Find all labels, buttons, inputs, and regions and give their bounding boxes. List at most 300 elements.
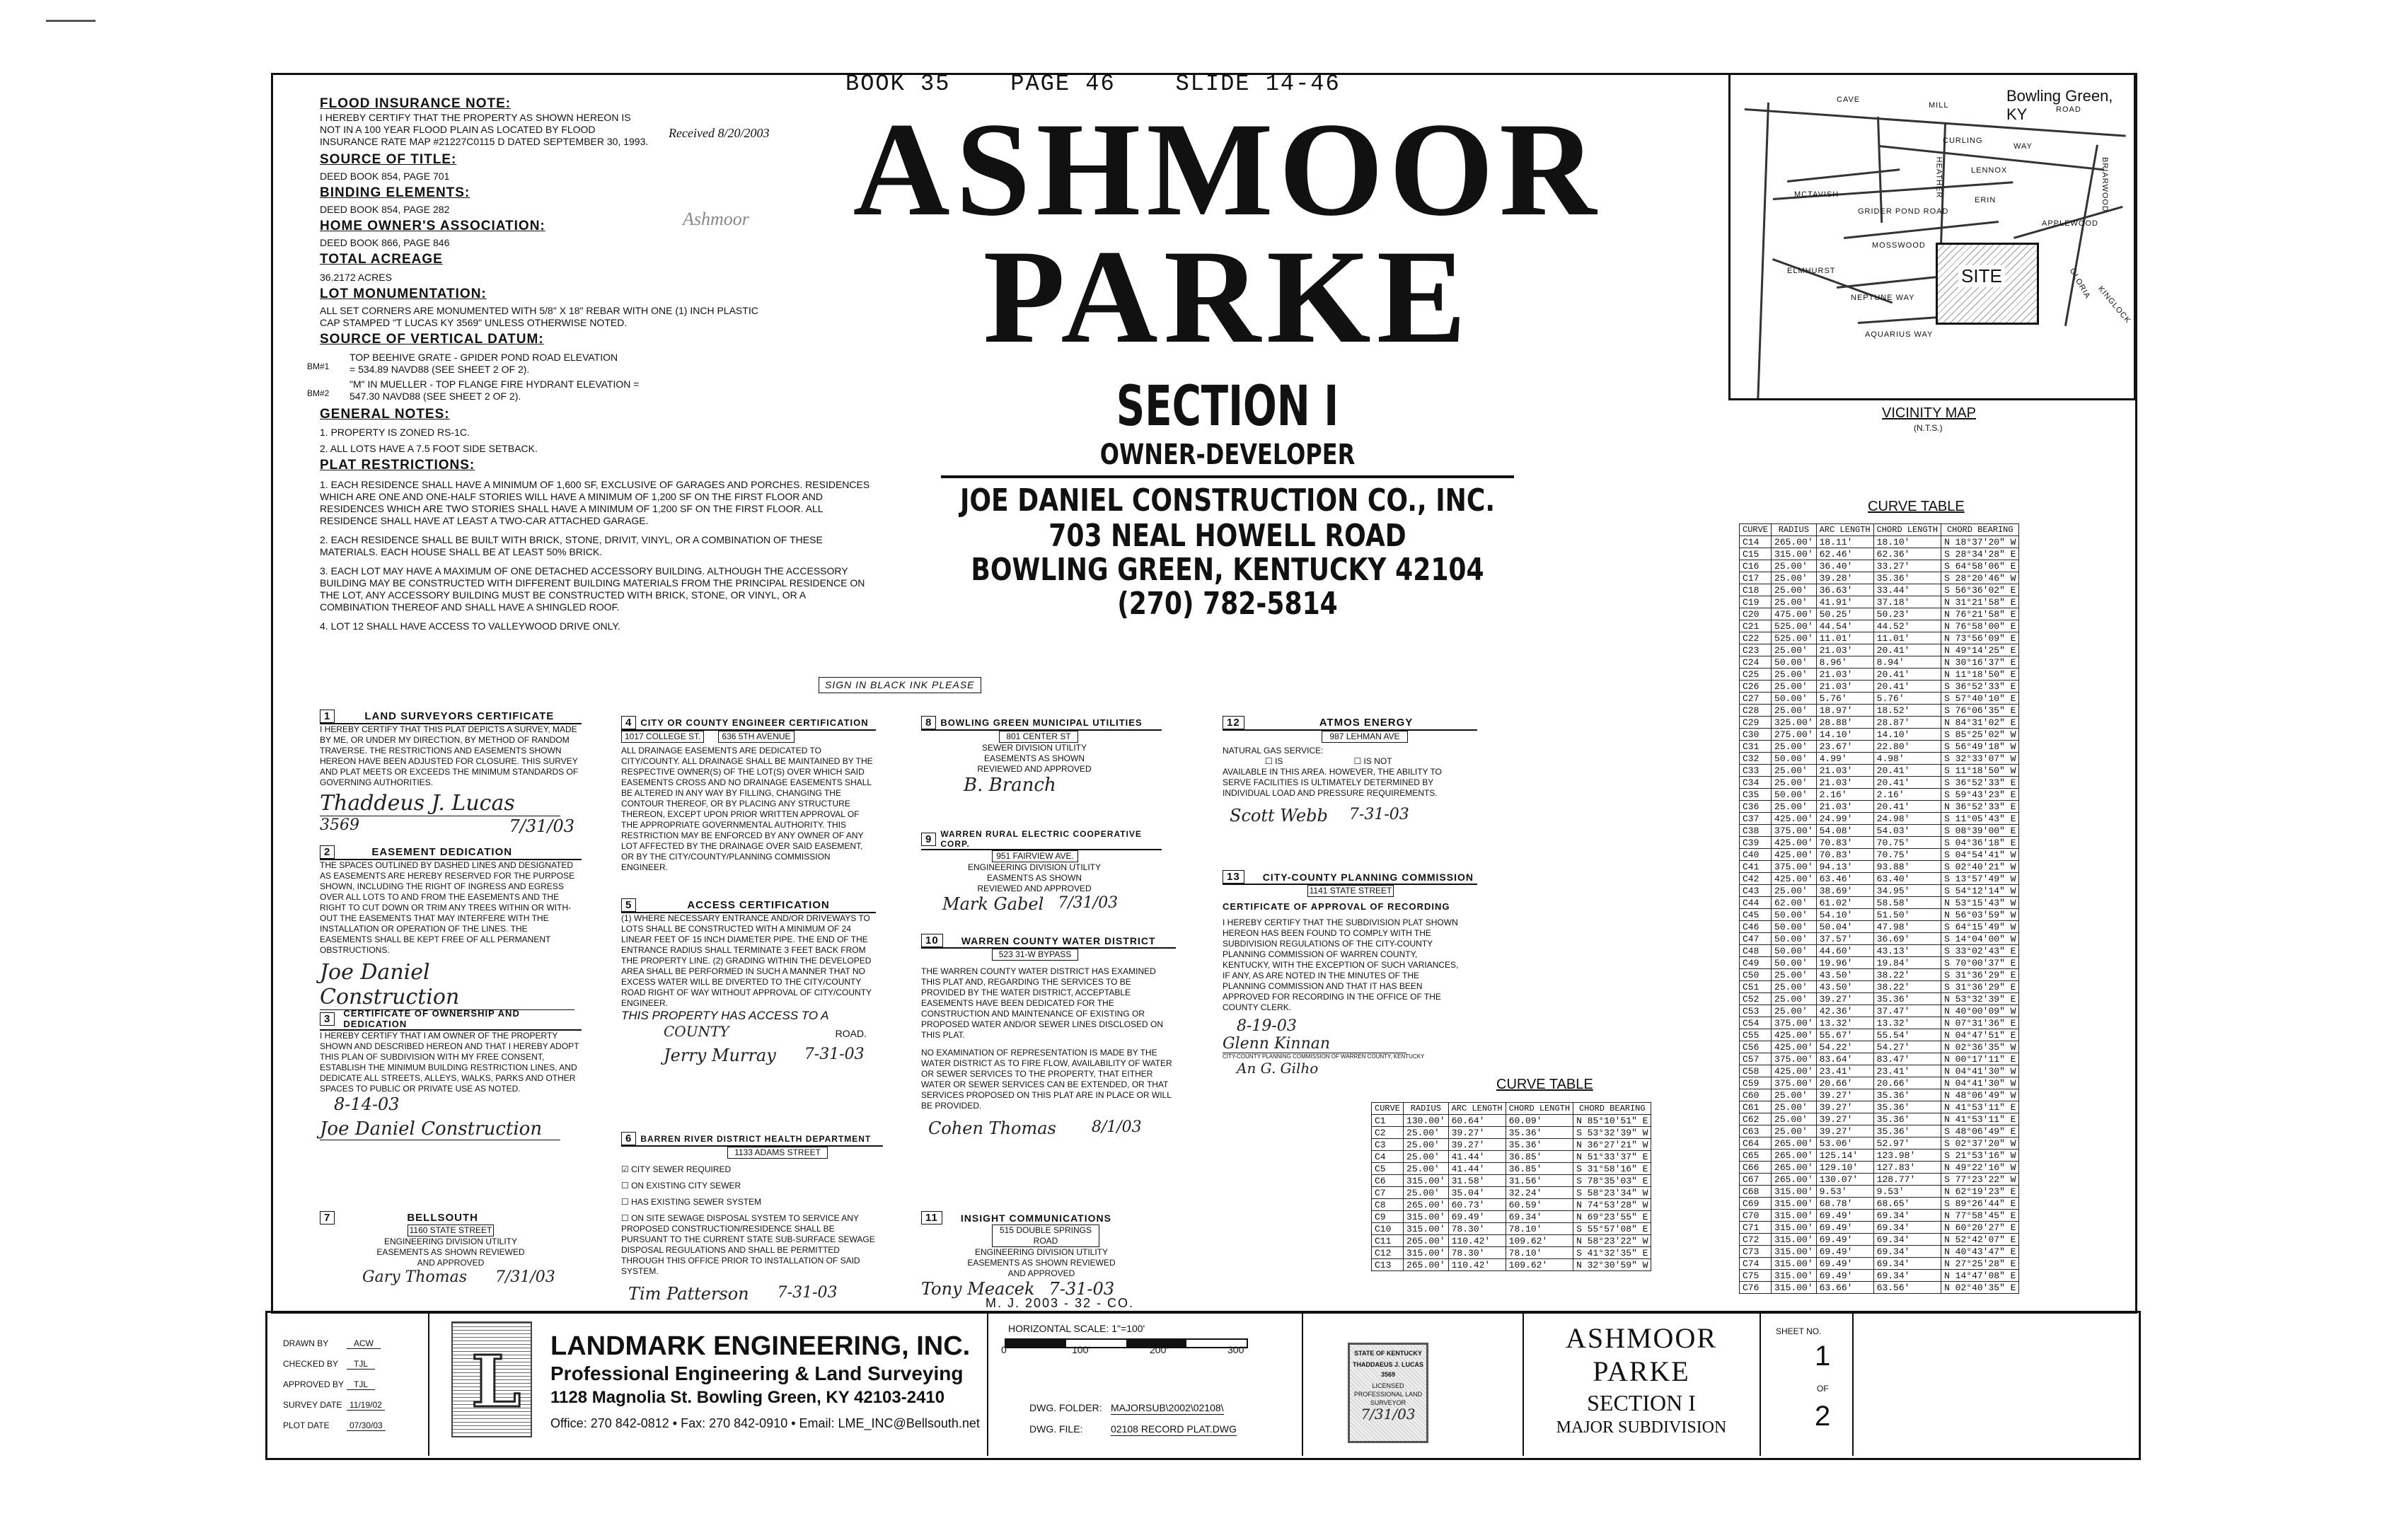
curve-table-left-row: [1372, 1127, 1651, 1139]
curve-table-right-cell: C73: [1740, 1246, 1772, 1258]
curve-table-right-cell: 25.00': [1772, 885, 1817, 897]
curve-table-right-cell: 69.34': [1873, 1270, 1941, 1282]
curve-table-right-cell: 22.80': [1873, 741, 1941, 753]
curve-table-right-cell: S 56°36'02" E: [1941, 584, 2019, 596]
cert-11-signature[interactable]: Tony Meacek: [921, 1279, 1035, 1299]
curve-table-right-cell: 38.22': [1873, 981, 1941, 993]
monument-text: ALL SET CORNERS ARE MONUMENTED WITH 5/8" X 18" REBAR WITH ONE (1) INCH PLASTIC CAP STAMPED "T LUCAS KY 3569" UNLESS OTHERWISE NOTED.: [320, 305, 758, 328]
curve-table-right-cell: C39: [1740, 837, 1772, 849]
curve-table-right-cell: C17: [1740, 572, 1772, 584]
curve-table-right-cell: 44.60': [1816, 945, 1873, 957]
cert-11-title: INSIGHT COMMUNICATIONS: [960, 1212, 1111, 1224]
curve-table-left-cell: 60.59': [1506, 1199, 1573, 1211]
curve-table-right-cell: 265.00': [1772, 1137, 1817, 1150]
cert-10-signature[interactable]: Cohen Thomas: [928, 1118, 1056, 1138]
curve-table-left-cell: 130.00': [1404, 1115, 1449, 1127]
curve-table-right-row: [1740, 837, 2019, 849]
curve-table-right-cell: 315.00': [1772, 1270, 1817, 1282]
cert-atmos: [1223, 716, 1477, 826]
curve-table-left-cell: 25.00': [1404, 1163, 1449, 1175]
cert-6-option-2-label: ON EXISTING CITY SEWER: [631, 1181, 741, 1191]
curve-table-right-cell: 25.00': [1772, 1125, 1817, 1137]
cert-12-title: ATMOS ENERGY: [1319, 717, 1414, 729]
curve-table-left-cell: 39.27': [1448, 1127, 1506, 1139]
cert-9-address: 951 FAIRVIEW AVE.: [992, 850, 1078, 862]
curve-table-right-cell: C76: [1740, 1282, 1772, 1294]
cert-7-number: 7: [320, 1211, 335, 1225]
sheet-total: 2: [1815, 1401, 1831, 1432]
curve-table-left-cell: 36.85': [1506, 1163, 1573, 1175]
curve-table-left-cell: S 55°57'08" E: [1573, 1223, 1651, 1235]
curve-table-right-cell: N 62°19'23" E: [1941, 1186, 2019, 1198]
cert-easement-dedication: [320, 845, 582, 1010]
cert-8-signature[interactable]: B. Branch: [964, 775, 1056, 796]
cert-6-signature[interactable]: Tim Patterson: [628, 1284, 749, 1304]
curve-table-right-cell: 25.00': [1772, 644, 1817, 656]
curve-table-right-cell: 42.36': [1816, 1005, 1873, 1017]
curve-table-right-cell: 68.65': [1873, 1198, 1941, 1210]
curve-table-right-cell: 44.54': [1816, 620, 1873, 632]
cert-12-date: 7-31-03: [1348, 806, 1409, 823]
cert-5-signature[interactable]: Jerry Murray: [664, 1046, 776, 1065]
curve-table-right-cell: 425.00': [1772, 873, 1817, 885]
cert-6-option-1: [621, 1164, 883, 1175]
cert-5-title: ACCESS CERTIFICATION: [687, 899, 830, 911]
general-note-1: 1. PROPERTY IS ZONED RS-1C.: [320, 427, 470, 438]
cert-city-engineer: [621, 716, 876, 873]
cert-6-title: BARREN RIVER DISTRICT HEALTH DEPARTMENT: [640, 1133, 872, 1144]
cert-12-service: NATURAL GAS SERVICE:: [1223, 746, 1324, 755]
curve-table-right-cell: S 64°15'49" W: [1941, 921, 2019, 933]
curve-table-right-cell: 315.00': [1772, 1234, 1817, 1246]
curve-table-right-cell: 425.00': [1772, 837, 1817, 849]
curve-table-right-row: [1740, 1246, 2019, 1258]
curve-table-right-cell: S 54°12'14" W: [1941, 885, 2019, 897]
company-name: LANDMARK ENGINEERING, INC.: [550, 1331, 971, 1361]
cert-13-address: 1141 STATE STREET: [1307, 885, 1394, 897]
received-stamp: Received 8/20/2003: [669, 126, 770, 140]
curve-table-right-cell: 50.00': [1772, 945, 1817, 957]
curve-table-right-cell: S 85°25'02" W: [1941, 729, 2019, 741]
curve-table-right-cell: 34.95': [1873, 885, 1941, 897]
curve-table-right-cell: 315.00': [1772, 1186, 1817, 1198]
curve-table-right-row: [1740, 717, 2019, 729]
cert-bellsouth: [320, 1211, 582, 1286]
curve-table-right-cell: 70.83': [1816, 837, 1873, 849]
bm2-label: BM#2: [307, 388, 330, 398]
checked-by-value: TJL: [347, 1359, 375, 1370]
curve-table-right-cell: N 77°58'45" E: [1941, 1210, 2019, 1222]
curve-table-right-row: [1740, 1089, 2019, 1101]
curve-table-left-cell: 35.04': [1448, 1187, 1506, 1199]
curve-table-right-cell: 9.53': [1816, 1186, 1873, 1198]
cert-13-signature-2[interactable]: An G. Gilho: [1237, 1060, 1319, 1077]
curve-table-right-cell: 50.00': [1772, 957, 1817, 969]
curve-table-right-cell: 63.46': [1816, 873, 1873, 885]
curve-table-right-cell: 39.27': [1816, 1101, 1873, 1113]
curve-table-right-row: [1740, 1113, 2019, 1125]
road-mcTavish: [1787, 168, 1900, 183]
curve-table-right-cell: 39.27': [1816, 993, 1873, 1005]
curve-table-right-cell: 21.03': [1816, 644, 1873, 656]
curve-table-left-cell: 60.64': [1448, 1115, 1506, 1127]
cert-5-text: (1) WHERE NECESSARY ENTRANCE AND/OR DRIVEWAYS TO LOTS SHALL BE CONSTRUCTED WITH A MINIMUM OF 24 LINEAR FEET OF 15 INCH DIAMETER PIPE. THE END OF THE ENTRANCE RADIUS SHALL TERMINATE 3 FEET BACK FROM THE PROPERTY LINE. (2) GRADING WITHIN THE DEVELOPED AREA SHALL BE PERFORMED IN SUCH A MANNER THAT NO EXCESS WATER WILL BE DIVERTED TO THE CITY/COUNTY ROAD RIGHT OF WAY WITHOUT APPROVAL OF CITY/COUNTY ENGINEER.: [621, 913, 872, 1008]
cert-2-title: EASEMENT DEDICATION: [371, 846, 513, 858]
road-vertical-left: [1757, 103, 1769, 400]
curve-table-right-cell: 62.00': [1772, 897, 1817, 909]
curve-table-right-cell: S 28°20'46" W: [1941, 572, 2019, 584]
curve-table-left-row: [1372, 1223, 1651, 1235]
curve-table-right-row: [1740, 536, 2019, 548]
cert-6-option-2: [621, 1181, 883, 1191]
curve-table-right-row: [1740, 789, 2019, 801]
curve-table-right-cell: N 14°47'08" E: [1941, 1270, 2019, 1282]
curve-table-left-row: [1372, 1187, 1651, 1199]
curve-table-right-cell: 20.66': [1816, 1077, 1873, 1089]
road-label-mill: MILL: [1929, 101, 1949, 110]
cert-8-number: 8: [921, 716, 936, 729]
cert-13-title: CITY-COUNTY PLANNING COMMISSION: [1262, 871, 1474, 883]
cert-land-surveyor: [320, 710, 582, 836]
curve-table-right-cell: C74: [1740, 1258, 1772, 1270]
company-address: 1128 Magnolia St. Bowling Green, KY 42103-2410: [550, 1388, 945, 1407]
curve-table-right-cell: S 02°40'21" W: [1941, 861, 2019, 873]
curve-table-right-cell: N 41°53'11" E: [1941, 1113, 2019, 1125]
curve-table-right-cell: C21: [1740, 620, 1772, 632]
project-name-1: ASHMOOR: [1565, 1322, 1718, 1354]
curve-table-right-cell: 315.00': [1772, 1282, 1817, 1294]
cert-10-date: 8/1/03: [1091, 1118, 1142, 1136]
surveyor-seal: [1348, 1343, 1428, 1443]
curve-table-right-cell: C38: [1740, 825, 1772, 837]
stray-mark: [46, 20, 96, 22]
curve-table-left: [1371, 1102, 1651, 1271]
binding-text: DEED BOOK 854, PAGE 282: [320, 204, 450, 215]
cert-12-isnot-label: IS NOT: [1363, 756, 1392, 766]
tb-divider-2: [987, 1312, 988, 1456]
curve-table-right-cell: 23.41': [1873, 1065, 1941, 1077]
curve-table-right-row: [1740, 1186, 2019, 1198]
cert-8-address: 801 CENTER ST: [999, 731, 1078, 743]
curve-table-right-cell: 63.40': [1873, 873, 1941, 885]
curve-table-right-cell: 265.00': [1772, 1174, 1817, 1186]
curve-table-right-cell: 47.98': [1873, 921, 1941, 933]
cert-bgmu: [921, 716, 1162, 796]
curve-table-right-cell: 50.00': [1772, 753, 1817, 765]
curve-table-right-cell: 69.34': [1873, 1234, 1941, 1246]
curve-table-right-row: [1740, 957, 2019, 969]
curve-table-right-row: [1740, 849, 2019, 861]
curve-table-right-cell: C59: [1740, 1077, 1772, 1089]
curve-table-right-cell: 19.84': [1873, 957, 1941, 969]
curve-table-right-cell: 55.67': [1816, 1029, 1873, 1041]
curve-table-right-cell: 14.10': [1873, 729, 1941, 741]
curve-table-right-cell: N 04°47'51" E: [1941, 1029, 2019, 1041]
cert-7-address: 1160 STATE STREET: [408, 1225, 494, 1237]
curve-table-right-row: [1740, 741, 2019, 753]
curve-table-right-cell: C46: [1740, 921, 1772, 933]
curve-table-right-cell: 425.00': [1772, 1065, 1817, 1077]
curve-table-left-cell: 315.00': [1404, 1211, 1449, 1223]
curve-table-right-cell: S 11°05'43" E: [1941, 813, 2019, 825]
cert-1-date: 7/31/03: [509, 816, 574, 836]
curve-table-right-cell: C27: [1740, 693, 1772, 705]
curve-table-left-cell: 25.00': [1404, 1139, 1449, 1151]
curve-table-left-header-cell: CHORD LENGTH: [1506, 1103, 1573, 1115]
curve-table-right-row: [1740, 1174, 2019, 1186]
curve-table-left-cell: C4: [1372, 1151, 1404, 1163]
cert-1-signature[interactable]: Thaddeus J. Lucas: [320, 791, 560, 816]
cert-4-address-1: 1017 COLLEGE ST.: [621, 731, 704, 743]
curve-table-right-cell: 13.32': [1873, 1017, 1941, 1029]
curve-table-right-cell: 50.00': [1772, 789, 1817, 801]
curve-table-right-row: [1740, 1234, 2019, 1246]
curve-table-right-cell: S 59°43'23" E: [1941, 789, 2019, 801]
curve-table-right-cell: 25.00': [1772, 765, 1817, 777]
cert-water-district: [921, 934, 1176, 1138]
curve-table-right-cell: 4.98': [1873, 753, 1941, 765]
cert-12-option-is[interactable]: [1265, 756, 1283, 767]
cert-13-signature[interactable]: Glenn Kinnan: [1223, 1035, 1406, 1053]
cert-6-checkbox-4[interactable]: ☐: [621, 1213, 632, 1223]
cert-7-signature[interactable]: Gary Thomas: [362, 1268, 467, 1286]
cert-6-checkbox-2[interactable]: ☐: [621, 1181, 632, 1191]
curve-table-right-cell: 375.00': [1772, 1053, 1817, 1065]
cert-6-checkbox-1[interactable]: ☑: [621, 1164, 632, 1174]
curve-table-right-cell: 5.76': [1873, 693, 1941, 705]
curve-table-right-cell: C45: [1740, 909, 1772, 921]
road-label-elmhurst: ELMHURST: [1787, 267, 1836, 275]
owner-divider: [941, 475, 1514, 478]
curve-table-right-cell: 33.27': [1873, 560, 1941, 572]
survey-date-value: 11/19/02: [347, 1400, 385, 1411]
cert-12-signature[interactable]: Scott Webb: [1230, 806, 1328, 826]
cert-6-option-4: [621, 1213, 883, 1277]
tb-divider-5: [1760, 1312, 1761, 1456]
curve-table-left-title: CURVE TABLE: [1496, 1077, 1593, 1092]
cert-6-option-3-label: HAS EXISTING SEWER SYSTEM: [631, 1197, 762, 1207]
general-note-2: 2. ALL LOTS HAVE A 7.5 FOOT SIDE SETBACK.: [320, 443, 538, 454]
curve-table-right-cell: S 33°02'43" E: [1941, 945, 2019, 957]
curve-table-right-cell: S 28°34'28" E: [1941, 548, 2019, 560]
curve-table-right-cell: C33: [1740, 765, 1772, 777]
curve-table-right-cell: 425.00': [1772, 1041, 1817, 1053]
curve-table-left-cell: S 58°23'34" W: [1573, 1187, 1651, 1199]
curve-table-right-row: [1740, 584, 2019, 596]
curve-table-right-cell: S 08°39'00" E: [1941, 825, 2019, 837]
curve-table-left-cell: 39.27': [1448, 1139, 1506, 1151]
curve-table-right-cell: 19.96': [1816, 957, 1873, 969]
curve-table-right-cell: C30: [1740, 729, 1772, 741]
curve-table-right-cell: C71: [1740, 1222, 1772, 1234]
curve-table-right-cell: 25.00': [1772, 1101, 1817, 1113]
sign-in-black-ink: SIGN IN BLACK INK PLEASE: [819, 677, 981, 693]
curve-table-left-row: [1372, 1199, 1651, 1211]
curve-table-right-cell: 325.00': [1772, 717, 1817, 729]
seal-number: 3569: [1380, 1371, 1396, 1378]
curve-table-right-cell: C49: [1740, 957, 1772, 969]
cert-3-signature[interactable]: Joe Daniel Construction: [320, 1118, 560, 1140]
curve-table-right-cell: C72: [1740, 1234, 1772, 1246]
curve-table-right-row: [1740, 861, 2019, 873]
curve-table-right-cell: S 02°37'20" W: [1941, 1137, 2019, 1150]
curve-table-left-header: [1372, 1103, 1651, 1115]
curve-table-right-row: [1740, 777, 2019, 789]
curve-table-right-row: [1740, 1210, 2019, 1222]
dwg-folder: MAJORSUB\2002\02108\: [1111, 1402, 1224, 1413]
curve-table-right-cell: 315.00': [1772, 1246, 1817, 1258]
curve-table-right-cell: S 21°53'16" W: [1941, 1150, 2019, 1162]
cert-9-number: 9: [921, 833, 936, 846]
curve-table-right-cell: 9.53': [1873, 1186, 1941, 1198]
scale-bar: [1005, 1338, 1248, 1348]
curve-table-right-cell: 425.00': [1772, 1029, 1817, 1041]
curve-table-right: [1739, 523, 2019, 1294]
curve-table-right-cell: 315.00': [1772, 1210, 1817, 1222]
scale-tick-100: 100': [1072, 1344, 1091, 1355]
curve-table-left-cell: C13: [1372, 1259, 1404, 1271]
curve-table-right-cell: 23.67': [1816, 741, 1873, 753]
owner-address-2: BOWLING GREEN, KENTUCKY 42104: [971, 552, 1484, 588]
curve-table-right-row: [1740, 897, 2019, 909]
curve-table-right-header-cell: ARC LENGTH: [1816, 524, 1873, 536]
curve-table-right-cell: C58: [1740, 1065, 1772, 1077]
curve-table-left-cell: 265.00': [1404, 1199, 1449, 1211]
cert-9-signature[interactable]: Mark Gabel: [942, 894, 1044, 914]
curve-table-right-cell: 69.49': [1816, 1210, 1873, 1222]
curve-table-right-cell: 23.41': [1816, 1065, 1873, 1077]
curve-table-right-cell: S 48°06'49" E: [1941, 1125, 2019, 1137]
curve-table-right-cell: 63.56': [1873, 1282, 1941, 1294]
curve-table-right-cell: 475.00': [1772, 608, 1817, 620]
scale-tick-0: 0: [1001, 1344, 1007, 1355]
curve-table-right-cell: 4.99': [1816, 753, 1873, 765]
curve-table-left-cell: C1: [1372, 1115, 1404, 1127]
curve-table-right-cell: 375.00': [1772, 1017, 1817, 1029]
curve-table-left-cell: C10: [1372, 1223, 1404, 1235]
cert-6-checkbox-3[interactable]: ☐: [621, 1197, 632, 1207]
curve-table-left-cell: 60.73': [1448, 1199, 1506, 1211]
tb-divider-6: [1852, 1312, 1854, 1456]
curve-table-right-cell: N 40°00'09" W: [1941, 1005, 2019, 1017]
book-page-slide: BOOK 35 PAGE 46 SLIDE 14-46: [845, 71, 1341, 97]
curve-table-left-cell: 78.30': [1448, 1223, 1506, 1235]
cert-3-number: 3: [320, 1012, 335, 1026]
curve-table-right-cell: 69.34': [1873, 1246, 1941, 1258]
curve-table-right-cell: N 07°31'36" E: [1941, 1017, 2019, 1029]
vertical-datum-title: SOURCE OF VERTICAL DATUM:: [320, 332, 544, 347]
cert-5-county[interactable]: COUNTY: [664, 1023, 729, 1040]
cert-6-address: 1133 ADAMS STREET: [727, 1147, 828, 1159]
curve-table-right-cell: 375.00': [1772, 1077, 1817, 1089]
curve-table-left-cell: 31.58': [1448, 1175, 1506, 1187]
curve-table-right-row: [1740, 608, 2019, 620]
curve-table-right-cell: C51: [1740, 981, 1772, 993]
curve-table-right-cell: S 32°33'07" W: [1941, 753, 2019, 765]
curve-table-right-cell: 125.14': [1816, 1150, 1873, 1162]
drawn-by-value: ACW: [347, 1338, 381, 1349]
curve-table-right-cell: 24.98': [1873, 813, 1941, 825]
road-label-mosswood: MOSSWOOD: [1872, 241, 1926, 250]
curve-table-right-cell: 50.23': [1873, 608, 1941, 620]
curve-table-right-cell: 18.97': [1816, 705, 1873, 717]
curve-table-right-cell: 54.10': [1816, 909, 1873, 921]
curve-table-left-header-cell: ARC LENGTH: [1448, 1103, 1506, 1115]
curve-table-right-header-cell: CHORD LENGTH: [1873, 524, 1941, 536]
curve-table-right-cell: 83.47': [1873, 1053, 1941, 1065]
curve-table-right-cell: S 36°52'33" E: [1941, 681, 2019, 693]
curve-table-left-cell: 25.00': [1404, 1187, 1449, 1199]
cert-2-signature[interactable]: Joe Daniel Construction: [320, 960, 574, 1010]
curve-table-right-cell: N 27°25'28" E: [1941, 1258, 2019, 1270]
curve-table-right-cell: 18.52': [1873, 705, 1941, 717]
cert-8-title: BOWLING GREEN MUNICIPAL UTILITIES: [940, 717, 1143, 728]
cert-3-title: CERTIFICATE OF OWNERSHIP AND DEDICATION: [343, 1008, 520, 1029]
curve-table-right-cell: 21.03': [1816, 801, 1873, 813]
curve-table-left-row: [1372, 1175, 1651, 1187]
cert-4-text: ALL DRAINAGE EASEMENTS ARE DEDICATED TO CITY/COUNTY. ALL DRAINAGE SHALL BE MAINTAINED BY THE RESPECTIVE OWNER(S) OF THE LOT(S) OVER WHICH SAID EASEMENTS CROSS AND NO DRAINAGE EASEMENTS SHALL BE ALTERED IN ANY WAY BY FILLING, CHANGING THE CONTOUR THEREOF, OR BY PLACING ANY STRUCTURE THEREON, EXCEPT UPON PRIOR WRITTEN APPROVAL OF THE APPROPRIATE GOVERNMENTAL AUTHORITY. THIS RESTRICTION MAY BE ENFORCED BY ANY OWNER OF ANY LOT AFFECTED BY THE DRAINAGE OVER SAID EASEMENT, OR BY THE CITY/COUNTY/PLANNING COMMISSION ENGINEER.: [621, 746, 873, 872]
cert-6-option-3: [621, 1197, 883, 1208]
curve-table-right-cell: 54.03': [1873, 825, 1941, 837]
cert-10-address: 523 31-W BYPASS: [992, 949, 1078, 961]
curve-table-right-cell: N 53°32'39" E: [1941, 993, 2019, 1005]
curve-table-right-cell: 37.18': [1873, 596, 1941, 608]
seal-date: 7/31/03: [1360, 1406, 1416, 1423]
curve-table-right-cell: C62: [1740, 1113, 1772, 1125]
curve-table-left-row: [1372, 1259, 1651, 1271]
vicinity-city: Bowling Green, KY: [2006, 87, 2113, 123]
curve-table-right-cell: 375.00': [1772, 861, 1817, 873]
curve-table-left-cell: N 32°30'59" W: [1573, 1259, 1651, 1271]
curve-table-right-cell: 68.78': [1816, 1198, 1873, 1210]
seal-name: THADDAEUS J. LUCAS: [1352, 1361, 1423, 1368]
curve-table-right-cell: S 76°06'35" E: [1941, 705, 2019, 717]
curve-table-right-row: [1740, 632, 2019, 644]
curve-table-right-row: [1740, 1005, 2019, 1017]
title-block: [265, 1311, 2141, 1460]
curve-table-right-cell: 70.75': [1873, 849, 1941, 861]
curve-table-right-cell: C37: [1740, 813, 1772, 825]
drawn-by-panel: [283, 1333, 417, 1436]
company-logo-letter: L: [471, 1340, 521, 1423]
sheet-label: SHEET NO.: [1776, 1326, 1822, 1336]
curve-table-right-cell: N 73°56'09" E: [1941, 632, 2019, 644]
curve-table-right-cell: C52: [1740, 993, 1772, 1005]
cert-access: [621, 898, 876, 1065]
plat-restriction-2: 2. EACH RESIDENCE SHALL BE BUILT WITH BRICK, STONE, DRIVIT, VINYL, OR A COMBINATION OF THESE MATERIALS. EACH HOUSE SHALL BE AT LEAST 50% BRICK.: [320, 534, 823, 557]
cert-planning-commission: [1223, 870, 1477, 1077]
cert-13-date[interactable]: 8-19-03: [1237, 1017, 1297, 1035]
curve-table-left-cell: 25.00': [1404, 1151, 1449, 1163]
cert-2-number: 2: [320, 845, 335, 859]
cert-12-option-isnot[interactable]: [1353, 756, 1392, 767]
curve-table-right-cell: 52.97': [1873, 1137, 1941, 1150]
vicinity-map: [1728, 74, 2136, 400]
curve-table-right-cell: 275.00': [1772, 729, 1817, 741]
cert-3-date[interactable]: 8-14-03: [334, 1094, 400, 1114]
curve-table-right-cell: C55: [1740, 1029, 1772, 1041]
general-notes-title: GENERAL NOTES:: [320, 407, 450, 422]
curve-table-right-cell: S 14°04'00" W: [1941, 933, 2019, 945]
curve-table-right-cell: C14: [1740, 536, 1772, 548]
curve-table-left-cell: 109.62': [1506, 1235, 1573, 1247]
curve-table-right-cell: 69.49': [1816, 1246, 1873, 1258]
project-name-2: PARKE: [1593, 1355, 1690, 1387]
curve-table-right-cell: C50: [1740, 969, 1772, 981]
cert-6-option-4-label: ON SITE SEWAGE DISPOSAL SYSTEM TO SERVICE ANY PROPOSED CONSTRUCTION/RESIDENCE SHALL BE PURSUANT TO THE CURRENT STATE SUB-SURFACE SEWAGE DISPOSAL REGULATIONS AND SHALL BE PERMITTED THROUGH THIS OFFICE PRIOR TO INSTALLATION OF SAID SYSTEM.: [621, 1213, 875, 1276]
curve-table-left-cell: N 58°23'22" W: [1573, 1235, 1651, 1247]
acreage-text: 36.2172 ACRES: [320, 272, 392, 283]
